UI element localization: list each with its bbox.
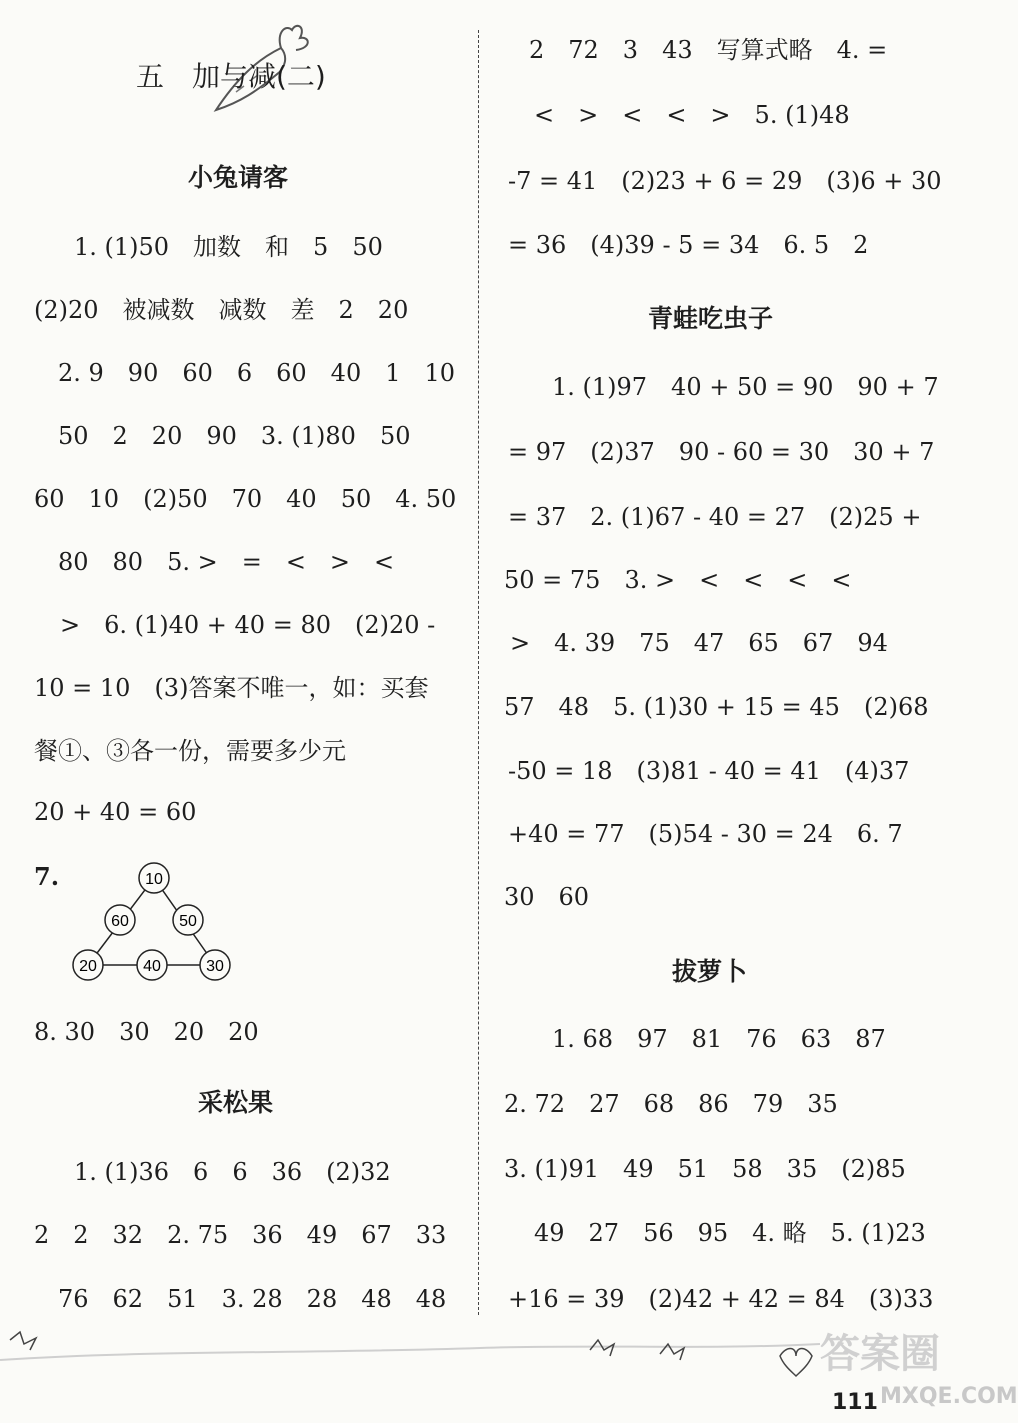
answer-line: 57 48 5. (1)30 + 15 = 45 (2)68 xyxy=(504,693,929,721)
answer-line: 49 27 56 95 4. 略 5. (1)23 xyxy=(510,1219,926,1247)
triangle-bottom-mid-value: 40 xyxy=(143,958,161,975)
section-heading-frog: 青蛙吃虫子 xyxy=(648,304,774,333)
triangle-top-value: 10 xyxy=(145,871,163,888)
answer-line: = 36 (4)39 - 5 = 34 6. 5 2 xyxy=(508,231,869,259)
answer-line: > 4. 39 75 47 65 67 94 xyxy=(510,629,888,657)
answer-line: 2. 72 27 68 86 79 35 xyxy=(504,1090,838,1118)
answer-line: 20 + 40 = 60 xyxy=(34,798,197,826)
section-heading-radish: 拔萝卜 xyxy=(672,957,748,986)
answer-line: 2 72 3 43 写算式略 4. = xyxy=(505,36,888,64)
answer-line: 50 = 75 3. > < < < < xyxy=(504,566,852,594)
triangle-diagram xyxy=(60,858,260,998)
answer-line: 80 80 5. > = < > < xyxy=(58,548,395,576)
answer-line: 1. 68 97 81 76 63 87 xyxy=(528,1025,886,1053)
section-heading-rabbit: 小兔请客 xyxy=(188,163,289,192)
answer-line: 3. (1)91 49 51 58 35 (2)85 xyxy=(504,1155,906,1183)
chapter-title: 五 加与减(二) xyxy=(136,60,326,93)
answer-line: +40 = 77 (5)54 - 30 = 24 6. 7 xyxy=(508,820,903,848)
answer-line: 76 62 51 3. 28 28 48 48 xyxy=(34,1285,447,1313)
answer-line: > 6. (1)40 + 40 = 80 (2)20 - xyxy=(60,611,436,639)
answer-line: 50 2 20 90 3. (1)80 50 xyxy=(58,422,411,450)
triangle-right-mid-value: 50 xyxy=(179,913,197,930)
triangle-bottom-right-value: 30 xyxy=(206,958,224,975)
answer-line: = 37 2. (1)67 - 40 = 27 (2)25 + xyxy=(508,503,922,531)
answer-line: 10 = 10 (3)答案不唯一，如：买套 xyxy=(34,674,429,702)
answer-line: -50 = 18 (3)81 - 40 = 41 (4)37 xyxy=(508,757,910,785)
answer-line: 1. (1)50 加数 和 5 50 xyxy=(50,233,383,261)
triangle-bottom-left-value: 20 xyxy=(79,958,97,975)
page-number: 111 xyxy=(832,1390,878,1415)
answer-line: 60 10 (2)50 70 40 50 4. 50 xyxy=(34,485,457,513)
answer-line: 餐①、③各一份，需要多少元 xyxy=(34,737,346,765)
watermark-logo: 答案圈 xyxy=(820,1331,940,1377)
answer-line: -7 = 41 (2)23 + 6 = 29 (3)6 + 30 xyxy=(508,167,942,195)
answer-line: 1. (1)36 6 6 36 (2)32 xyxy=(50,1158,391,1186)
answer-line: < > < < > 5. (1)48 xyxy=(510,101,850,129)
answer-line: 30 60 xyxy=(504,883,590,911)
watermark-url: MXQE.COM xyxy=(880,1384,1018,1409)
answer-line: = 97 (2)37 90 - 60 = 30 30 + 7 xyxy=(508,438,935,466)
triangle-left-mid-value: 60 xyxy=(111,913,129,930)
answer-line: (2)20 被减数 减数 差 2 20 xyxy=(34,296,409,324)
answer-line: 8. 30 30 20 20 xyxy=(34,1018,259,1046)
answer-line: 1. (1)97 40 + 50 = 90 90 + 7 xyxy=(528,373,939,401)
answer-line: +16 = 39 (2)42 + 42 = 84 (3)33 xyxy=(508,1285,934,1313)
answer-line: 2. 9 90 60 6 60 40 1 10 xyxy=(34,359,456,387)
answer-line: 2 2 32 2. 75 36 49 67 33 xyxy=(34,1221,447,1249)
section-heading-pinecone: 采松果 xyxy=(198,1088,274,1117)
column-divider xyxy=(478,30,479,1315)
question-7-label: 7. xyxy=(34,862,60,891)
